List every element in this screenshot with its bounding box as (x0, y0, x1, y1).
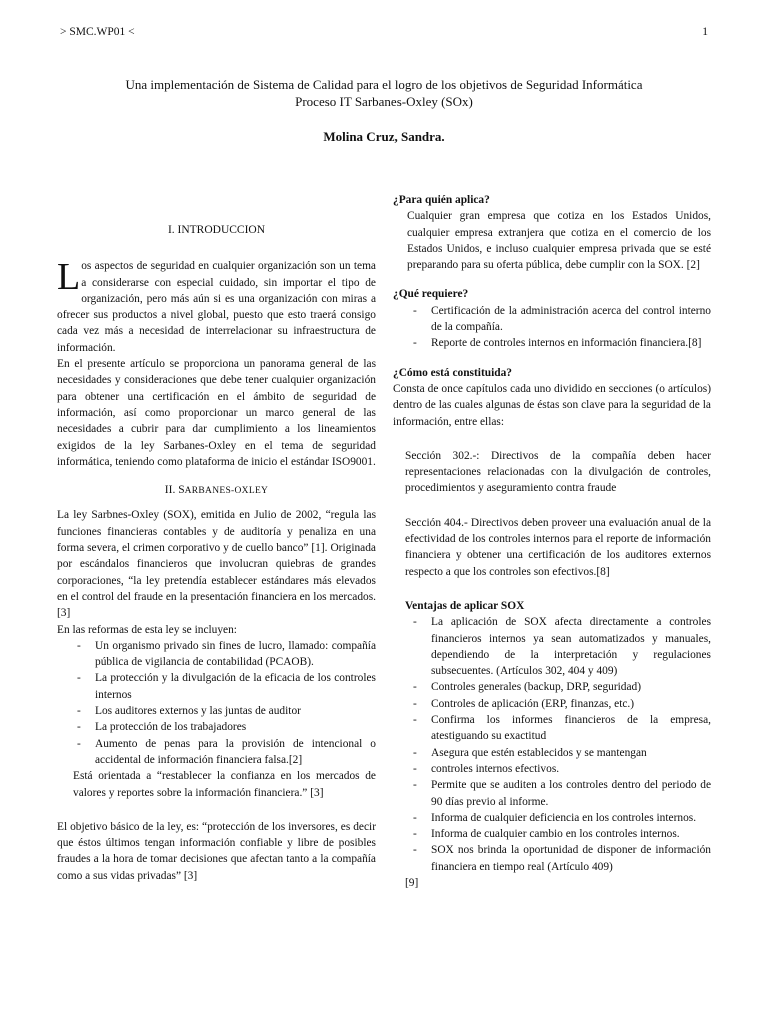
list-item: - Controles generales (backup, DRP, seguridad) (413, 681, 642, 694)
title-line-1: Una implementación de Sistema de Calidad para el logro de los objetivos de Seguridad Informática (125, 77, 643, 92)
list-item: - Informa de cualquier cambio en los controles internos. (413, 828, 680, 841)
intro-text: os aspectos de seguridad en cualquier organización son un tema a considerarse con especial cuidado, sin importar el tipo de organización, pero más aún si es una organización con miras a ofrecer sus productos a nivel global, puesto que esto traerá consigo cada vez más a necesidad de interrelacionar su infraestructura de información. (57, 260, 376, 354)
list-item: - Controles de aplicación (ERP, finanzas, etc.) (413, 697, 635, 710)
section-title-rest: ARBANES-OXLEY (184, 486, 269, 497)
page-number: 1 (702, 26, 708, 38)
list-item: - Certificación de la administración acerca del control interno de la compañía. (413, 304, 711, 334)
list-item: - La aplicación de SOX afecta directamente a controles financieros internos ya sean automatizados y manuales, dependiendo de la interpretación y regulaciones subsecuentes. (Artículos 302, 404 y 409) (413, 616, 711, 678)
left-column (57, 192, 376, 884)
list-item: - Los auditores externos y las juntas de auditor (77, 705, 301, 718)
section-404-text: Sección 404.- Directivos deben proveer una evaluación anual de la efectividad de los controles internos para el reporte de información financiera y obtener una certificación de los auditores externos respecto a que los controles son efectivos.[8] (405, 516, 711, 578)
advantages-list (393, 614, 711, 875)
list-item: - Asegura que estén establecidos y se mantengan (413, 746, 647, 759)
reference-marker: [9] (405, 876, 419, 889)
title-line-2: Proceso IT Sarbanes-Oxley (SOx) (295, 94, 473, 109)
drop-cap: L (57, 258, 81, 299)
advantages-heading: Ventajas de aplicar SOX (405, 599, 525, 612)
intro-paragraph (57, 258, 376, 356)
list-item: - Reporte de controles internos en información financiera.[8] (413, 337, 702, 350)
list-item: - La protección de los trabajadores (77, 721, 247, 734)
oriented-paragraph: Está orientada a “restablecer la confianza en los mercados de valores y reportes sobre la información financiera.” [3] (73, 770, 376, 799)
question-que-requiere: ¿Qué requiere? (393, 288, 469, 301)
section-title-initial: S (178, 484, 185, 497)
section-302-text: Sección 302.-: Directivos de la compañía deben hacer representaciones relacionadas con la divulgación de controles, procedimientos y aseguramiento contra fraude (405, 449, 711, 495)
list-item: - controles internos efectivos. (413, 762, 560, 775)
list-item: - Aumento de penas para la provisión de intencional o accidental de información financiera falsa.[2] (77, 737, 376, 766)
list-item: - Informa de cualquier deficiencia en los controles internos. (413, 811, 697, 824)
right-column (393, 192, 711, 891)
running-header: > SMC.WP01 < (60, 26, 135, 38)
applies-text: Cualquier gran empresa que cotiza en los Estados Unidos, cualquier empresa extranjera que cotiza en el comercio de los Estados Unidos, e incluso cualquier empresa privada que se esté preparando para su oferta pública, debe cumplir con la SOX. [2] (407, 210, 711, 272)
section-heading-introduccion: I. INTRODUCCION (167, 224, 266, 236)
constitution-text: Consta de once capítulos cada uno dividido en secciones (o artículos) dentro de las cuales algunas de éstas son clave para la seguridad de la información, entre ellas: (393, 382, 711, 428)
list-item: - Un organismo privado sin fines de lucro, llamado: compañía pública de vigilancia de contabilidad (PCAOB). (77, 639, 376, 669)
objective-paragraph: El objetivo básico de la ley, es: “protección de los inversores, es decir que éstos últimos tengan información confiable y libre de posibles fraudes a la hora de tomar decisiones que afectan tanto a la compañía como a sus vidas privadas” [3] (57, 820, 376, 882)
section-heading-sarbanes-oxley (57, 482, 376, 499)
question-como-esta-constituida: ¿Cómo está constituida? (393, 366, 512, 379)
sox-paragraph: La ley Sarbnes-Oxley (SOX), emitida en Julio de 2002, “regula las funciones financieras contables y de auditoría y penaliza en una forma severa, el crimen corporativo y de cuello banco” [1]. Originada por escándalos financieros que involucran quiebras de grandes corporaciones, “la ley pretendía establecer estándares más elevados en el control del fraude en la presentación financiera en los mercados. [3] (57, 509, 376, 620)
paper-title (0, 76, 768, 110)
reforms-list (57, 638, 376, 768)
list-item: - Permite que se auditen a los controles dentro del periodo de 90 días previo al informe. (413, 779, 711, 808)
requirements-list (393, 303, 711, 352)
reforms-intro: En las reformas de esta ley se incluyen: (57, 623, 237, 636)
list-item: - La protección y la divulgación de la eficacia de los controles internos (77, 672, 376, 701)
question-para-quien-aplica: ¿Para quién aplica? (393, 194, 490, 206)
list-item: - Confirma los informes financieros de la empresa, atestiguando su exactitud (413, 714, 711, 743)
section-number: II. (164, 484, 179, 497)
intro-paragraph-2: En el presente artículo se proporciona un panorama general de las necesidades y consideraciones que debe tener cualquier organización para obtener una certificación en el ámbito de seguridad de información, así como proporcionar un marco general de las necesidades a cubrir para dar cumplimiento a los lineamientos exigidos de la ley Sarbanes-Oxley en el tema de seguridad informática, teniendo como plataforma de inicio el estándar ISO9001. (57, 358, 376, 468)
author-name: Molina Cruz, Sandra. (323, 129, 445, 144)
list-item: - SOX nos brinda la oportunidad de disponer de información financiera en tiempo real (Artículo 409) (413, 844, 711, 873)
